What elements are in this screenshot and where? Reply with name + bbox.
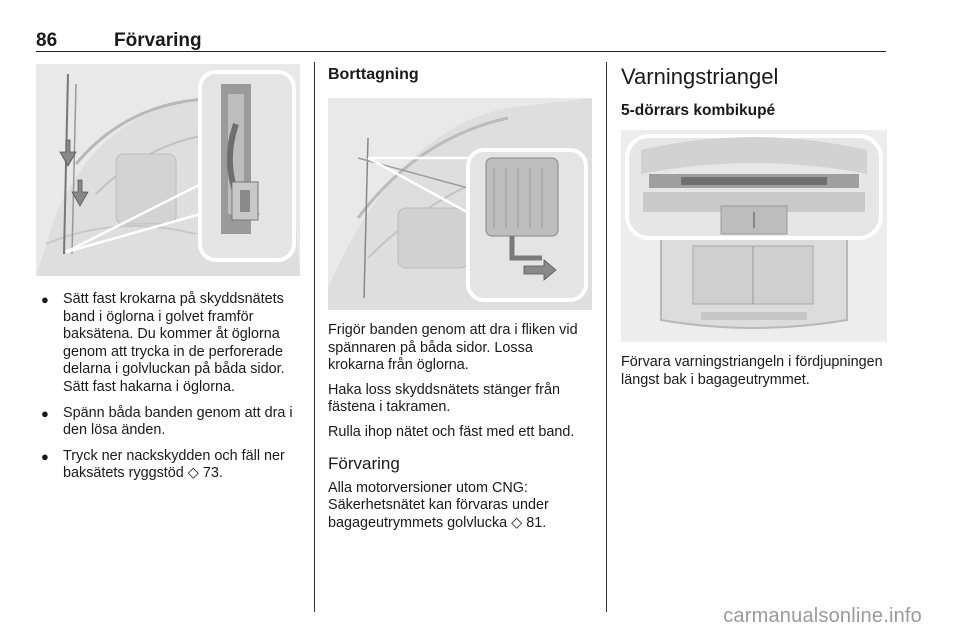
right-column — [621, 64, 887, 396]
column-divider-1 — [314, 62, 315, 612]
instruction-list — [36, 291, 300, 483]
list-item: ● Tryck ner nackskydden och fäll ner baksätets ryggstöd ◇ 73. — [41, 447, 285, 482]
paragraph: Rulla ihop nätet och fäst med ett band. — [328, 423, 575, 440]
removal-heading: Borttagning — [328, 66, 419, 83]
page-number: 86 — [36, 30, 58, 51]
page-title: Förvaring — [114, 30, 202, 51]
body-variant-subtitle: 5-dörrars kombikupé — [621, 102, 776, 119]
paragraph: Frigör banden genom att dra i fliken vid spännaren på båda sidor. Lossa krokarna från öglorna. — [328, 322, 578, 374]
left-column — [36, 64, 300, 491]
storage-paragraph: Alla motorversioner utom CNG: Säkerhetsnätet kan förvaras under bagageutrymmets golvlucka ◇ 81. — [328, 479, 549, 531]
net-bar-removal-illustration — [328, 98, 592, 310]
page-header — [36, 30, 886, 52]
cargo-net-hook-illustration — [36, 64, 300, 276]
watermark: carmanualsonline.info — [723, 605, 922, 627]
warning-triangle-storage-illustration — [621, 130, 887, 342]
storage-instruction: Förvara varningstriangeln i fördjupningen längst bak i bagageutrymmet. — [621, 354, 883, 388]
paragraph: Haka loss skyddsnätets stänger från fästena i takramen. — [328, 381, 560, 416]
list-item: ● Sätt fast krokarna på skyddsnätets band i öglorna i golvet framför baksätena. Du kommer åt öglorna genom att trycka in de perforerade delarna i golvluckan på båda sidor. Sätt fast hakarna i öglorna. — [41, 291, 285, 395]
middle-column — [328, 64, 592, 539]
storage-heading: Förvaring — [328, 453, 400, 473]
warning-triangle-title: Varningstriangel — [621, 64, 779, 89]
column-divider-2 — [606, 62, 607, 612]
list-item: ● Spänn båda banden genom att dra i den lösa änden. — [41, 404, 293, 439]
